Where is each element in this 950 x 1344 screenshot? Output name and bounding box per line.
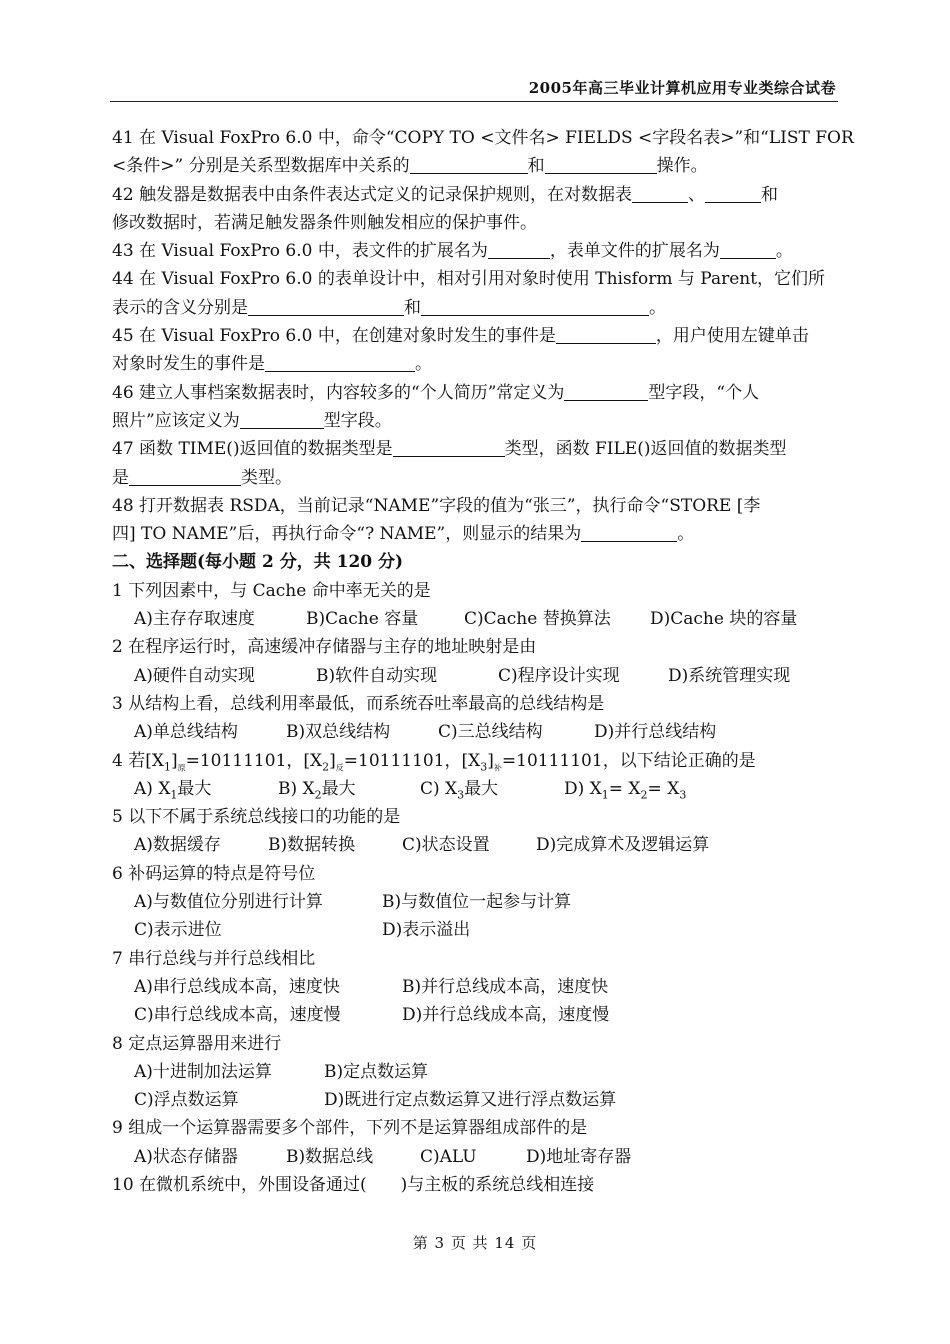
answer-blank	[545, 157, 657, 174]
options-row: C)浮点数运算 D)既进行定点数运算又进行浮点数运算	[134, 1090, 617, 1111]
answer-blank	[248, 299, 404, 316]
choice-question-9: 9 组成一个运算器需要多个部件，下列不是运算器组成部件的是	[112, 1118, 588, 1139]
question-48: 48 打开数据表 RSDA，当前记录“NAME”字段的值为“张三”，执行命令“STORE [李	[112, 495, 761, 516]
answer-blank	[240, 412, 324, 429]
answer-blank	[720, 242, 776, 259]
answer-blank	[393, 440, 505, 457]
options-row: A) $X_1$最大 B) $X_2$最大 C) $X_3$最大 D) $X_1= X_2= X_3$	[134, 778, 687, 802]
options-row: A)单总线结构 B)双总线结构 C)三总线结构 D)并行总线结构	[134, 722, 717, 743]
answer-blank	[564, 384, 648, 401]
answer-blank	[556, 327, 656, 344]
choice-question-5: 5 以下不属于系统总线接口的功能的是	[112, 807, 401, 828]
options-row: A)与数值位分别进行计算 B)与数值位一起参与计算	[134, 892, 572, 913]
choice-question-8: 8 定点运算器用来进行	[112, 1033, 282, 1054]
question-42: 42 触发器是数据表中由条件表达式定义的记录保护规则，在对数据表 、 和	[112, 184, 779, 205]
question-41: 41 在 Visual FoxPro 6.0 中，命令“COPY TO <文件名> FIELDS <字段名表>”和“LIST FOR	[112, 128, 854, 148]
question-47: 47 函数 TIME()返回值的数据类型是 类型，函数 FILE()返回值的数据类型	[112, 439, 787, 460]
page-body: 41 在 Visual FoxPro 6.0 中，命令“COPY TO <文件名> FIELDS <字段名表>”和“LIST FOR <条件>” 分别是关系型数据库中关系的 和 操作。 42 触发器是数据表中由条件表达式定义的记录保护规则，在对数据表 、 和 修改数据时，若满足触发器条件则触发相应的保护事件。 43 在 Visual FoxPro 6.0 中，表文件的扩展名为 ，表单文件的扩展名为 。 44 在 Visual FoxPro 6.0 的表单设计中，相对引用对象时使用 Thisform 与 Parent，它们所 表示的含义分别是 和 。 45 在 Visual FoxPro 6.0 中，在创建对象时发生的事件是 ，用户使用左键单击 对象时发生的事件是 。 46 建立人事档案数据表时，内容较多的“个人简历”常定义为 型字段，“个人 照片”应该定义为 型字段。 47 函数 TIME()返回值的数据类型是 类型，函数 FILE()返回值的数据类型 是 类型。 48 打开数据表 RSDA，当前记录“NAME”字段的值为“张三”，执行命令“STORE [李 四] TO NAME”后，再执行命令“? NAME”，则显示的结果为 。 二、选择题(每小题 2 分，共 120 分) 1 下列因素中，与 Cache 命中率无关的是 A)主存存取速度 B)Cache 容量 C)Cache 替换算法 D)Cache 块的容量 2 在程序运行时，高速缓冲存储器与主存的地址映射是由 A)硬件自动实现 B)软件自动实现 C)程序设计实现 D)系统管理实现 3 从结构上看，总线利用率最低，而系统吞吐率最高的总线结构是 A)单总线结构 B)双总线结构 C)三总线结构 D)并行总线结构 4 若$[X_1]_原=10111101$，$[X_2]_反=10111101$，$[X_3]_补=10111101$，以下结论正确的是 A) $X_1$最大 B) $X_2$最大 C) $X_3$最大 D) $X_1= X_2= X_3$ 5 以下不属于系统总线接口的功能的是 A)数据缓存 B)数据转换 C)状态设置 D)完成算术及逻辑运算 6 补码运算的特点是符号位 A)与数值位分别进行计算 B)与数值位一起参与计算 C)表示进位 D)表示溢出 7 串行总线与并行总线相比 A)串行总线成本高，速度快 B)并行总线成本高，速度快 C)串行总线成本高，速度慢 D)并行总线成本高，速度慢 8 定点运算器用来进行 A)十进制加法运算 B)定点数运算 C)浮点数运算 D)既进行定点数运算又进行浮点数运算 9 组成一个运算器需要多个部件，下列不是运算器组成部件的是 A)状态存储器 B)数据总线 C)ALU D)地址寄存器 10 在微机系统中，外围设备通过( )与主板的系统总线相连接	[112, 124, 840, 1199]
options-row: C)表示进位 D)表示溢出	[134, 920, 471, 941]
options-row: C)串行总线成本高，速度慢 D)并行总线成本高，速度慢	[134, 1005, 610, 1026]
choice-question-7: 7 串行总线与并行总线相比	[112, 948, 316, 969]
options-row: A)硬件自动实现 B)软件自动实现 C)程序设计实现 D)系统管理实现	[134, 665, 791, 686]
options-row: A)串行总线成本高，速度快 B)并行总线成本高，速度快	[134, 976, 609, 997]
answer-blank	[632, 186, 688, 203]
options-row: A)十进制加法运算 B)定点数运算	[134, 1061, 429, 1082]
answer-blank	[410, 157, 528, 174]
question-43: 43 在 Visual FoxPro 6.0 中，表文件的扩展名为 ，表单文件的扩展名为 。	[112, 241, 793, 262]
options-row: A)主存存取速度 B)Cache 容量 C)Cache 替换算法 D)Cache 块的容量	[134, 609, 798, 630]
section-title: 二、选择题(每小题 2 分，共 120 分)	[112, 552, 404, 573]
choice-question-3: 3 从结构上看，总线利用率最低，而系统吞吐率最高的总线结构是	[112, 693, 605, 714]
answer-blank	[421, 299, 649, 316]
options-row: A)状态存储器 B)数据总线 C)ALU D)地址寄存器	[134, 1146, 632, 1167]
answer-blank	[129, 469, 241, 486]
question-46: 46 建立人事档案数据表时，内容较多的“个人简历”常定义为 型字段，“个人	[112, 382, 760, 403]
question-45: 45 在 Visual FoxPro 6.0 中，在创建对象时发生的事件是 ，用户使用左键单击	[112, 326, 809, 347]
choice-question-6: 6 补码运算的特点是符号位	[112, 863, 316, 884]
page-number: 第 3 页 共 14 页	[412, 1234, 538, 1252]
question-44: 44 在 Visual FoxPro 6.0 的表单设计中，相对引用对象时使用 Thisform 与 Parent，它们所	[112, 269, 826, 290]
page-header	[110, 75, 838, 102]
choice-question-10: 10 在微机系统中，外围设备通过( )与主板的系统总线相连接	[112, 1174, 595, 1195]
choice-question-4: 4 若$[X_1]_原=10111101$，$[X_2]_反=10111101$，$[X_3]_补=10111101$，以下结论正确的是	[112, 750, 756, 773]
answer-blank	[265, 355, 415, 372]
answer-blank	[581, 525, 677, 542]
answer-blank	[488, 242, 550, 259]
choice-question-2: 2 在程序运行时，高速缓冲存储器与主存的地址映射是由	[112, 637, 537, 658]
exam-title: 2005年高三毕业计算机应用专业类综合试卷	[528, 79, 836, 97]
options-row: A)数据缓存 B)数据转换 C)状态设置 D)完成算术及逻辑运算	[134, 835, 710, 856]
choice-question-1: 1 下列因素中，与 Cache 命中率无关的是	[112, 580, 431, 601]
answer-blank	[705, 186, 761, 203]
